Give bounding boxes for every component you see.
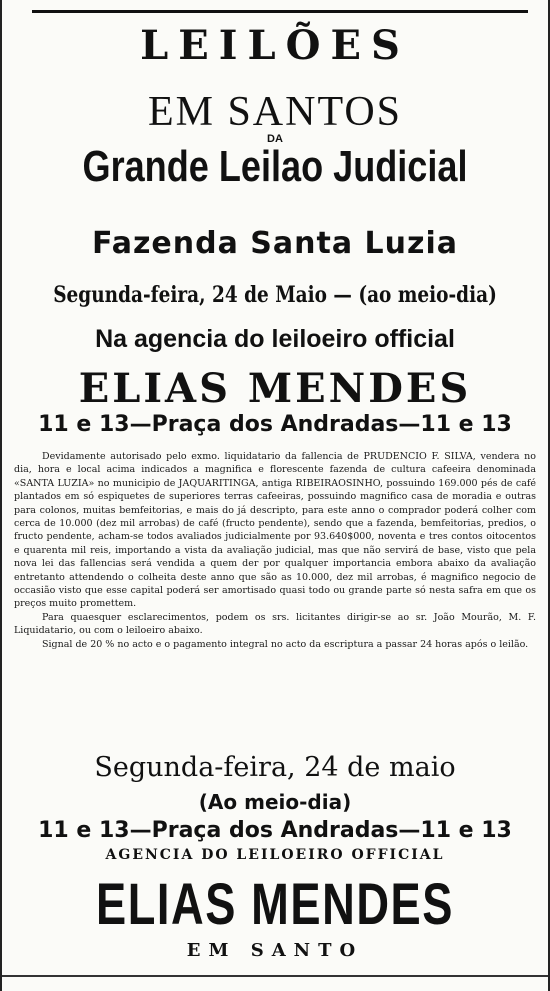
location-heading: EM SANTOS (147, 89, 403, 135)
ad-title: LEILÕES (140, 22, 410, 69)
body-paragraph: Signal de 20 % no acto e o pagamento integral no acto da escriptura a passar 24 horas após o leilão. (42, 638, 529, 650)
body-paragraph: Para quaesquer esclarecimentos, podem os srs. licitantes dirigir-se ao sr. João Mourão, M. F. Liquidatario, ou com o leiloeiro abaixo. (14, 611, 536, 637)
footer-city: EM SANTO (186, 940, 364, 961)
connector-da: DA (267, 133, 283, 145)
auction-date-line: Segunda-feira, 24 de Maio — (ao meio-dia) (53, 282, 497, 308)
agency-line: Na agencia do leiloeiro official (95, 325, 455, 353)
address-line: 11 e 13—Praça dos Andradas—11 e 13 (38, 412, 512, 437)
auctioneer-name: ELIAS MENDES (78, 365, 472, 412)
footer-time: (Ao meio-dia) (198, 790, 352, 814)
footer-auctioneer: ELIAS MENDES (95, 872, 455, 937)
footer-address: 11 e 13—Praça dos Andradas—11 e 13 (38, 818, 512, 843)
ad-body (14, 450, 536, 750)
footer-agency: AGENCIA DO LEILOEIRO OFFICIAL (105, 847, 445, 863)
footer-date: Segunda-feira, 24 de maio (94, 752, 456, 783)
body-paragraph: Devidamente autorisado pelo exmo. liquidatario da fallencia de PRUDENCIO F. SILVA, vendera no dia, hora e local acima indicados a magnifica e florescente fazenda de cultura cafeeira denominada «SANTA LUZIA» no municipio de JAQUARITINGA, antiga RIBEIRAOSINHO, possuindo 169.000 pés de café plantados em só espiquetes de superiores terras cafeeiras, possuindo magnifico casa de moradia e outras para colonos, muitas bemfeitorias, e mais do já descripto, para este anno o comprador poderá colher com cerca de 10.000 (dez mil arrobas) de café (fructo pendente), sendo que a fazenda, bemfeitorias, predios, o fructo pendente, acham-se todos avaliados judicialmente por 93.640$000, noventa e tres contos oitocentos e quarenta mil reis, importando a vista da avaliação judicial, mas que não servirá de base, visto que pela nova lei das fallencias será vendida a quem der por qualquer importancia embora abaixo da avaliação entretanto attendendo o colheita deste anno que são as 10.000, dez mil arrobas, é magnifico negocio de occasião visto que esse capital poderá ser amortisado quasi todo ou grande parte só nesta safra em que os preços muito promettem. (14, 451, 536, 610)
headline: Grande Leilao Judicial (82, 142, 468, 191)
top-rule (32, 10, 528, 13)
bottom-rule (2, 975, 548, 977)
property-name: Fazenda Santa Luzia (91, 226, 458, 261)
